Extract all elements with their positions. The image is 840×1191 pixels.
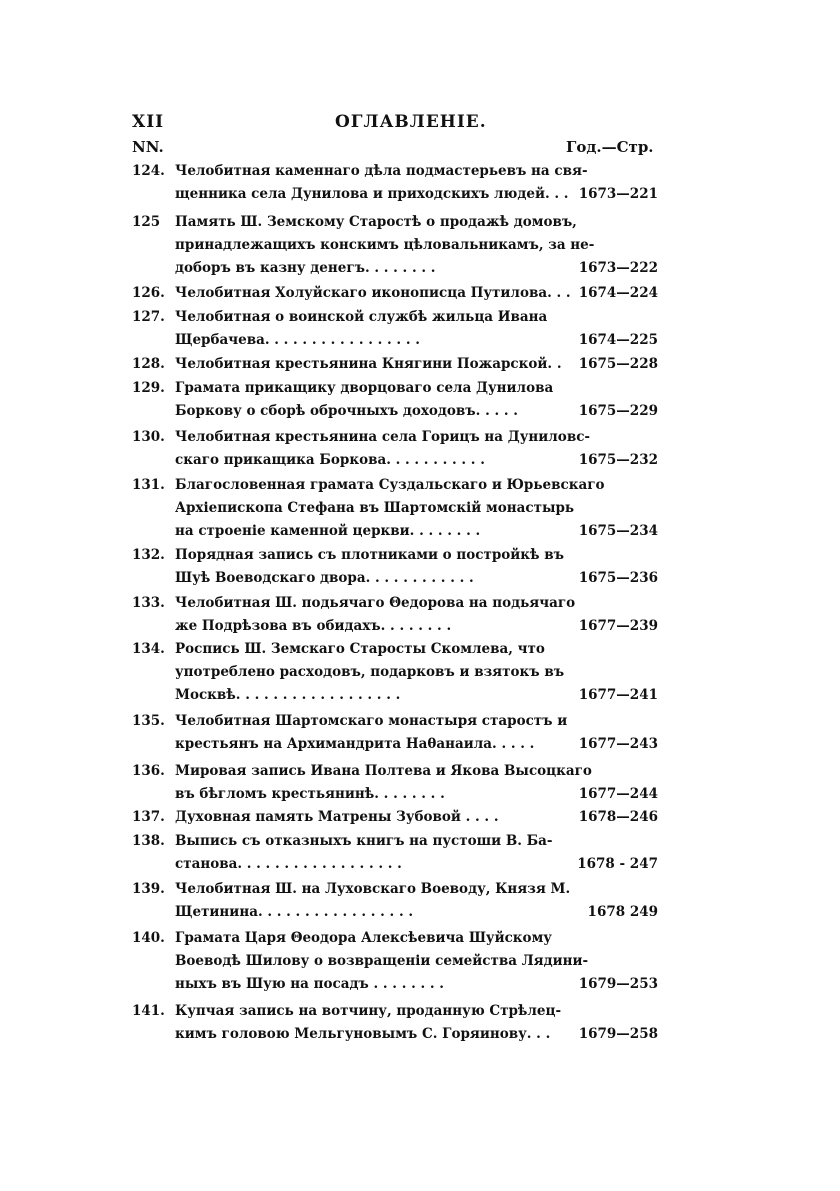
toc-entry-text: скаго прикащика Боркова. . . . . . . . . . .	[175, 452, 485, 468]
toc-entry-line	[132, 615, 658, 638]
toc-entry-year-page: 1675—232	[573, 449, 658, 472]
toc-entry-text: Роспись Ш. Земскаго Старосты Скомлева, что	[175, 641, 545, 657]
toc-entry	[132, 1000, 658, 1046]
toc-entry	[132, 474, 658, 543]
toc-entry-year-page: 1679—253	[573, 973, 658, 996]
toc-entry-line	[132, 497, 658, 520]
toc-entry-year-page: 1675—229	[573, 400, 658, 423]
toc-entry-line	[132, 474, 658, 497]
toc-entry-text: же Подрѣзова въ обидахъ. . . . . . . .	[175, 618, 452, 634]
toc-entry	[132, 830, 658, 876]
toc-entry-line	[132, 183, 658, 206]
toc-entry-line	[132, 901, 658, 924]
toc-entry-line	[132, 426, 658, 449]
toc-entry-line	[132, 830, 658, 853]
toc-entry-text: Челобитная крестьянина села Горицъ на Дуниловс-	[175, 429, 591, 445]
toc-entry-line	[132, 733, 658, 756]
toc-entry-text: Порядная запись съ плотниками о постройкѣ въ	[175, 547, 564, 563]
toc-entry-text: Благословенная грамата Суздальскаго и Юрьевскаго	[175, 477, 605, 493]
toc-entry-year-page: 1673—222	[573, 257, 658, 280]
toc-entry-text: станова. . . . . . . . . . . . . . . . . .	[175, 856, 402, 872]
toc-entry-text: Щетинина. . . . . . . . . . . . . . . . .	[175, 904, 414, 920]
toc-entry-text: на строенiе каменной церкви. . . . . . . .	[175, 523, 481, 539]
toc-entry-line	[132, 661, 658, 684]
toc-entry-line	[132, 234, 658, 257]
toc-entry-line	[132, 1023, 658, 1046]
toc-entry	[132, 377, 658, 423]
toc-entry-number: 124.	[132, 163, 165, 179]
toc-entry	[132, 353, 658, 376]
toc-entry-line	[132, 377, 658, 400]
toc-entry-number: 132.	[132, 547, 165, 563]
toc-entry	[132, 211, 658, 280]
toc-entry-text: крестьянъ на Архимандрита Наθанаила. . . . .	[175, 736, 535, 752]
toc-entry-number: 131.	[132, 477, 165, 493]
toc-entry-year-page: 1674—225	[573, 329, 658, 352]
toc-entry-number: 138.	[132, 833, 165, 849]
toc-entry	[132, 282, 658, 305]
toc-entry-year-page: 1674—224	[573, 282, 658, 305]
toc-entry	[132, 760, 658, 806]
toc-entry-number: 141.	[132, 1003, 165, 1019]
toc-entry-text: Грамата прикащику дворцоваго села Дунилова	[175, 380, 554, 396]
year-page-column-header: Год.—Стр.	[566, 138, 654, 156]
toc-entry-line	[132, 760, 658, 783]
toc-entry-text: Челобитная Шартомскаго монастыря старостъ и	[175, 713, 568, 729]
toc-entry-line	[132, 1000, 658, 1023]
toc-entry-text: Память Ш. Земскому Старостѣ о продажѣ домовъ,	[175, 214, 577, 230]
toc-entry-line	[132, 329, 658, 352]
number-column-header: NN.	[132, 138, 164, 156]
toc-entry	[132, 710, 658, 756]
toc-entry-line	[132, 783, 658, 806]
toc-entry-line	[132, 160, 658, 183]
toc-entry-line	[132, 400, 658, 423]
toc-entry-number: 134.	[132, 641, 165, 657]
toc-entry-text: Челобитная каменнаго дѣла подмастерьевъ на свя-	[175, 163, 588, 179]
toc-entry-line	[132, 257, 658, 280]
toc-entry-number: 128.	[132, 356, 165, 372]
toc-entry-text: въ бѣгломъ крестьянинѣ. . . . . . . .	[175, 786, 445, 802]
toc-entry-number: 136.	[132, 763, 165, 779]
toc-entry-text: принадлежащихъ конскимъ цѣловальникамъ, за не-	[175, 237, 595, 253]
toc-entry-line	[132, 567, 658, 590]
toc-entry-text: Духовная память Матрены Зубовой . . . .	[175, 809, 499, 825]
toc-entry-year-page: 1675—236	[573, 567, 658, 590]
toc-entry-number: 129.	[132, 380, 165, 396]
toc-entry-year-page: 1678 249	[582, 901, 658, 924]
toc-entry-text: Выпись съ отказныхъ книгъ на пустоши В. Ба-	[175, 833, 553, 849]
toc-entry	[132, 544, 658, 590]
toc-entry-text: Купчая запись на вотчину, проданную Стрѣлец-	[175, 1003, 562, 1019]
toc-entry-year-page: 1677—243	[573, 733, 658, 756]
toc-entry-text: ныхъ въ Шую на посадъ . . . . . . . .	[175, 976, 444, 992]
toc-entry-year-page: 1677—241	[573, 684, 658, 707]
toc-entry-text: Челобитная Холуйскаго иконописца Путилова. . .	[175, 285, 571, 301]
toc-entry-text: кимъ головою Мельгуновымъ С. Горяинову. . .	[175, 1026, 551, 1042]
toc-entry-text: Челобитная о воинской службѣ жильца Ивана	[175, 309, 548, 325]
toc-entry-number: 125	[132, 214, 161, 230]
toc-entry-line	[132, 853, 658, 876]
toc-entry-text: Боркову о сборѣ оброчныхъ доходовъ. . . . .	[175, 403, 518, 419]
toc-entry-line	[132, 950, 658, 973]
toc-entry	[132, 426, 658, 472]
toc-entry-text: Челобитная Ш. подьячаго Θедорова на подьячаго	[175, 595, 576, 611]
toc-entry	[132, 306, 658, 352]
toc-entry-number: 135.	[132, 713, 165, 729]
toc-entry-number: 140.	[132, 930, 165, 946]
toc-entry-text: Архiепископа Стефана въ Шартомскiй монастырь	[175, 500, 575, 516]
toc-entry-year-page: 1675—234	[573, 520, 658, 543]
toc-entry-text: Воеводѣ Шилову о возвращенiи семейства Лядини-	[175, 953, 589, 969]
toc-entry-text: Грамата Царя Θеодора Алексѣевича Шуйскому	[175, 930, 552, 946]
toc-entry	[132, 878, 658, 924]
toc-entry-text: Челобитная Ш. на Луховскаго Воеводу, Князя М.	[175, 881, 571, 897]
toc-entry	[132, 927, 658, 996]
toc-entry-line	[132, 592, 658, 615]
toc-entry-year-page: 1673—221	[573, 183, 658, 206]
toc-entry-number: 133.	[132, 595, 165, 611]
toc-entry-line	[132, 282, 658, 305]
toc-entry-text: Челобитная крестьянина Княгини Пожарской. .	[175, 356, 562, 372]
toc-entry-line	[132, 544, 658, 567]
toc-entry	[132, 160, 658, 206]
toc-entry	[132, 592, 658, 638]
toc-entry-line	[132, 211, 658, 234]
toc-entry-text: Шуѣ Воеводскаго двора. . . . . . . . . . . .	[175, 570, 474, 586]
toc-entry-year-page: 1677—244	[573, 783, 658, 806]
toc-entry-text: Москвѣ. . . . . . . . . . . . . . . . . .	[175, 687, 401, 703]
toc-entry	[132, 638, 658, 707]
toc-entry-line	[132, 710, 658, 733]
toc-entry-line	[132, 878, 658, 901]
toc-entry-year-page: 1677—239	[573, 615, 658, 638]
toc-entry-number: 126.	[132, 285, 165, 301]
toc-entry-number: 130.	[132, 429, 165, 445]
toc-entry-year-page: 1675—228	[573, 353, 658, 376]
toc-entry-line	[132, 973, 658, 996]
toc-entry-line	[132, 684, 658, 707]
toc-entry-text: Щербачева. . . . . . . . . . . . . . . . .	[175, 332, 420, 348]
toc-entry-year-page: 1679—258	[573, 1023, 658, 1046]
toc-entry-text: щенника села Дунилова и приходскихъ людей. . .	[175, 186, 569, 202]
toc-entry-year-page: 1678—246	[573, 806, 658, 829]
toc-entry-text: доборъ въ казну денегъ. . . . . . . .	[175, 260, 436, 276]
toc-entry-line	[132, 449, 658, 472]
toc-entry-number: 137.	[132, 809, 165, 825]
toc-entry-year-page: 1678 - 247	[571, 853, 658, 876]
toc-entry-text: Мировая запись Ивана Полтева и Якова Высоцкаго	[175, 763, 592, 779]
toc-entry-number: 139.	[132, 881, 165, 897]
toc-entry-line	[132, 353, 658, 376]
toc-entry-line	[132, 306, 658, 329]
toc-entry-number: 127.	[132, 309, 165, 325]
toc-entry-text: употреблено расходовъ, подарковъ и взятокъ въ	[175, 664, 565, 680]
toc-entry	[132, 806, 658, 829]
toc-entry-line	[132, 806, 658, 829]
toc-entry-line	[132, 638, 658, 661]
page-number: XII	[132, 112, 165, 132]
toc-entry-line	[132, 520, 658, 543]
toc-entry-line	[132, 927, 658, 950]
page-title: ОГЛАВЛЕНIЕ.	[335, 112, 487, 132]
